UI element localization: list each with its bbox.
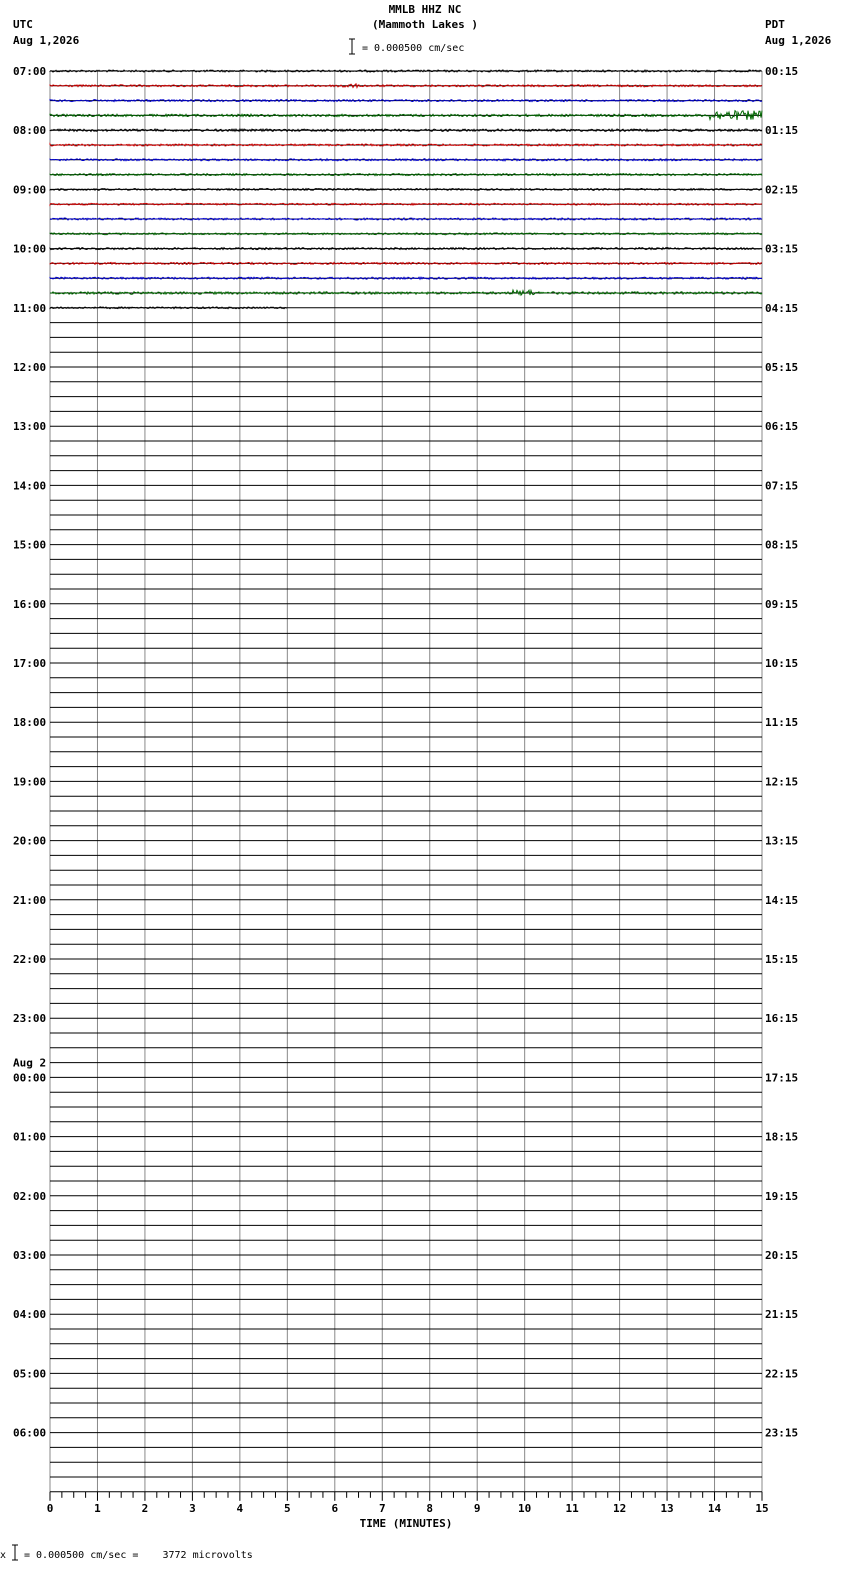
utc-hour-label: 01:00 <box>13 1130 47 1144</box>
pdt-hour-label: 01:15 <box>765 124 799 138</box>
pdt-hour-label: 19:15 <box>765 1189 799 1203</box>
x-tick-label: 15 <box>755 1501 769 1515</box>
utc-hour-label: 08:00 <box>13 124 47 138</box>
pdt-hour-label: 05:15 <box>765 361 799 374</box>
utc-hour-label: 13:00 <box>13 420 47 434</box>
pdt-hour-label: 15:15 <box>765 953 799 966</box>
pdt-hour-label: 10:15 <box>765 657 799 670</box>
x-tick-label: 7 <box>378 1501 386 1515</box>
pdt-hour-label: 17:15 <box>765 1071 799 1085</box>
utc-hour-label: 07:00 <box>13 65 47 78</box>
pdt-hour-label: 03:15 <box>765 242 799 256</box>
utc-hour-label: 09:00 <box>13 183 47 197</box>
station-title: MMLB HHZ NC <box>388 3 462 16</box>
x-tick-label: 12 <box>612 1501 627 1515</box>
left-date: Aug 1,2026 <box>13 34 80 47</box>
x-tick-label: 3 <box>189 1501 196 1515</box>
utc-hour-label: 06:00 <box>13 1426 47 1440</box>
right-date: Aug 1,2026 <box>765 34 832 47</box>
trace-row <box>50 159 762 161</box>
x-tick-label: 11 <box>565 1501 579 1515</box>
pdt-hour-label: 16:15 <box>765 1012 799 1026</box>
utc-hour-label: 04:00 <box>13 1308 47 1322</box>
utc-hour-label: 18:00 <box>13 716 47 730</box>
x-axis-label: TIME (MINUTES) <box>359 1516 453 1530</box>
utc-hour-label: 00:00 <box>13 1071 47 1085</box>
utc-hour-label: 20:00 <box>13 834 47 848</box>
pdt-hour-label: 00:15 <box>765 65 799 78</box>
utc-hour-label: 21:00 <box>13 893 47 907</box>
trace-row <box>50 203 762 205</box>
pdt-hour-label: 11:15 <box>765 716 799 730</box>
footer-scale-bar-icon <box>10 1544 20 1562</box>
utc-hour-label: 12:00 <box>13 361 47 374</box>
x-tick-label: 10 <box>518 1501 532 1515</box>
pdt-hour-label: 06:15 <box>765 420 799 434</box>
trace-row <box>50 129 762 131</box>
footer-scale-note: = 0.000500 cm/sec = 3772 microvolts <box>24 1550 253 1561</box>
date-change-label: Aug 2 <box>13 1056 47 1070</box>
pdt-hour-label: 23:15 <box>765 1426 799 1440</box>
x-tick-label: 5 <box>284 1501 291 1515</box>
utc-hour-label: 05:00 <box>13 1367 47 1381</box>
utc-hour-label: 23:00 <box>13 1012 47 1026</box>
pdt-hour-label: 12:15 <box>765 775 799 789</box>
x-tick-label: 0 <box>46 1501 54 1515</box>
x-tick-label: 4 <box>236 1501 244 1515</box>
trace-row <box>50 233 762 235</box>
utc-hour-label: 19:00 <box>13 775 47 789</box>
x-tick-label: 1 <box>94 1501 101 1515</box>
utc-hour-label: 14:00 <box>13 479 47 493</box>
utc-hour-label: 17:00 <box>13 657 47 670</box>
pdt-hour-label: 21:15 <box>765 1308 799 1322</box>
pdt-hour-label: 13:15 <box>765 834 799 848</box>
trace-row <box>50 111 762 120</box>
pdt-hour-label: 08:15 <box>765 538 799 552</box>
x-tick-label: 14 <box>707 1501 722 1515</box>
scale-label: = 0.000500 cm/sec <box>362 43 465 54</box>
trace-row <box>50 277 762 279</box>
x-tick-label: 9 <box>473 1501 481 1515</box>
right-timezone: PDT <box>765 18 785 31</box>
pdt-hour-label: 14:15 <box>765 893 799 907</box>
utc-hour-label: 03:00 <box>13 1249 47 1262</box>
x-tick-label: 6 <box>331 1501 339 1515</box>
left-timezone: UTC <box>13 18 33 31</box>
pdt-hour-label: 04:15 <box>765 301 799 315</box>
pdt-hour-label: 09:15 <box>765 597 799 611</box>
utc-hour-label: 02:00 <box>13 1189 47 1203</box>
pdt-hour-label: 22:15 <box>765 1367 799 1381</box>
station-location: (Mammoth Lakes ) <box>372 18 478 31</box>
pdt-hour-label: 07:15 <box>765 479 799 493</box>
trace-row <box>50 189 762 191</box>
footer-marker: x <box>0 1550 7 1561</box>
trace-row <box>50 84 762 88</box>
utc-hour-label: 22:00 <box>13 953 47 966</box>
pdt-hour-label: 20:15 <box>765 1249 799 1262</box>
x-tick-label: 2 <box>141 1501 149 1515</box>
pdt-hour-label: 02:15 <box>765 183 799 197</box>
pdt-hour-label: 18:15 <box>765 1130 799 1144</box>
utc-hour-label: 16:00 <box>13 597 47 611</box>
utc-hour-label: 10:00 <box>13 242 47 256</box>
x-tick-label: 8 <box>426 1501 434 1515</box>
x-tick-label: 13 <box>660 1501 674 1515</box>
utc-hour-label: 15:00 <box>13 538 47 552</box>
trace-row <box>50 70 762 72</box>
utc-hour-label: 11:00 <box>13 301 47 315</box>
